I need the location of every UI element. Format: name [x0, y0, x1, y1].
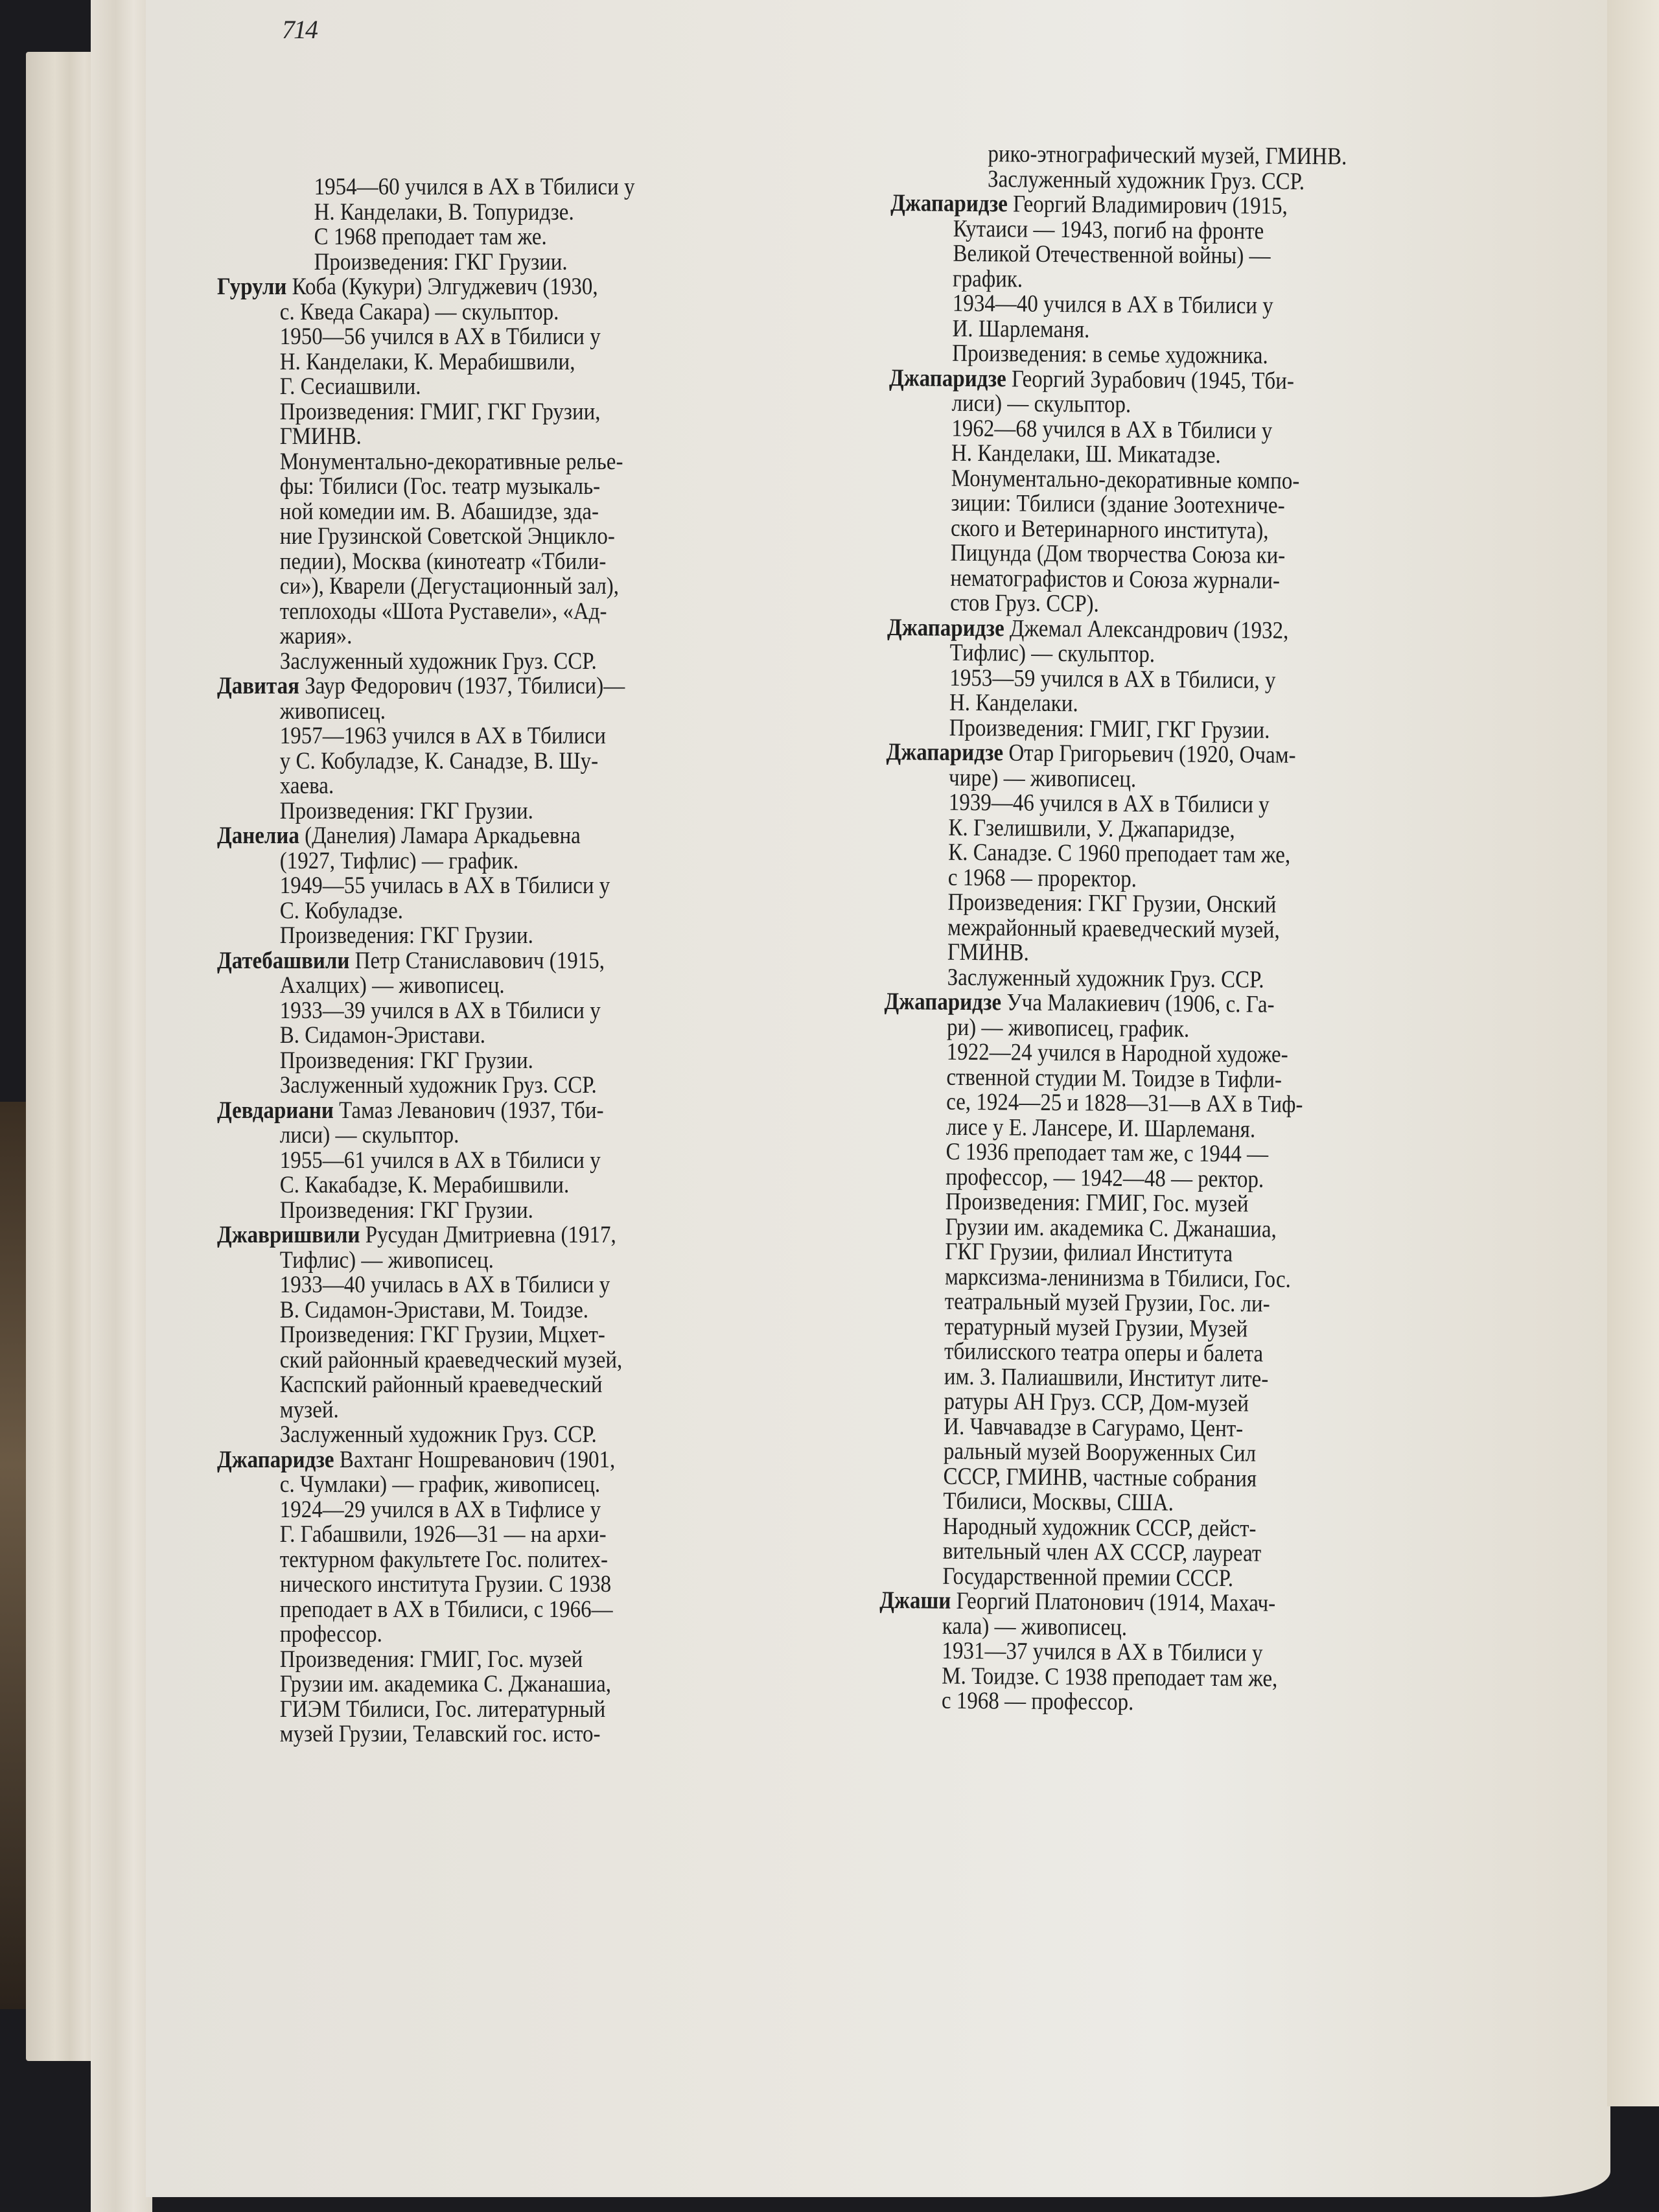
text-line: Произведения: ГКГ Грузии, Мцхет-	[279, 1321, 605, 1348]
text-line: Грузии им. академика С. Джанашиа,	[279, 1671, 611, 1697]
right-column	[879, 141, 1513, 1718]
entry-surname: Джапаридзе	[887, 614, 1004, 642]
text-line: с 1968 — профессор.	[941, 1687, 1134, 1716]
continued-entry	[890, 141, 1513, 196]
entry-name-dates: Джемал Александрович (1932,	[1009, 614, 1289, 644]
text-line: Произведения: ГМИГ, ГКГ Грузии,	[279, 398, 601, 425]
biography-entry	[879, 990, 1506, 1594]
entry-name-dates: Русудан Дмитриевна (1917,	[365, 1222, 616, 1248]
text-line: М. Тоидзе. С 1938 преподает там же,	[942, 1662, 1278, 1692]
text-line: лисе у Е. Лансере, И. Шарлеманя.	[946, 1113, 1256, 1143]
entry-surname: Джаши	[879, 1587, 951, 1614]
text-line: нематографистов и Союза журнали-	[950, 565, 1281, 594]
text-line: фы: Тбилиси (Гос. театр музыкаль-	[279, 473, 601, 500]
text-line: 1953—59 учился в АХ в Тбилиси, у	[949, 664, 1276, 694]
entry-name-dates: Уча Малакиевич (1906, с. Га-	[1006, 989, 1275, 1018]
text-line: с. Кведа Сакара) — скульптор.	[279, 298, 559, 325]
text-line: Произведения: ГКГ Грузии.	[279, 797, 533, 824]
text-line: Тбилиси, Москвы, США.	[943, 1487, 1174, 1517]
text-line: И. Шарлеманя.	[952, 315, 1090, 343]
text-line: ной комедии им. В. Абашидзе, зда-	[279, 498, 599, 525]
entry-surname: Данелиа	[217, 822, 299, 849]
text-line: Произведения: ГКГ Грузии.	[279, 1047, 533, 1074]
entry-surname: Гурули	[217, 274, 287, 300]
text-line: Произведения: в семье художника.	[952, 340, 1268, 369]
entry-heading-line	[217, 1223, 773, 1248]
text-line: Н. Канделаки, В. Топуридзе.	[314, 198, 574, 226]
entry-surname: Джапаридзе	[890, 189, 1008, 218]
text-line: у С. Кобуладзе, К. Санадзе, В. Шу-	[279, 747, 599, 774]
text-line: жария».	[279, 623, 353, 649]
text-line: марксизма-ленинизма в Тбилиси, Гос.	[944, 1263, 1292, 1293]
text-line: ственной студии М. Тоидзе в Тифли-	[946, 1064, 1282, 1093]
text-line: Произведения: ГМИГ, ГКГ Грузии.	[949, 714, 1270, 744]
text-line: театральный музей Грузии, Гос. ли-	[944, 1288, 1270, 1318]
text-line: вительный член АХ СССР, лауреат	[942, 1537, 1262, 1567]
text-line: се, 1924—25 и 1828—31—в АХ в Тиф-	[946, 1088, 1303, 1119]
text-line: с 1968 — проректор.	[947, 864, 1137, 892]
entry-name-dates: Георгий Владимирович (1915,	[1012, 191, 1288, 220]
text-line: лиси) — скульптор.	[279, 1122, 459, 1148]
biography-entry	[879, 1589, 1502, 1718]
text-line: Каспский районный краеведческий	[279, 1371, 603, 1398]
entry-surname: Датебашвили	[217, 947, 350, 974]
text-line: С. Кобуладзе.	[279, 897, 404, 924]
text-line: 1933—39 учился в АХ в Тбилиси у	[279, 997, 601, 1024]
text-line: си»), Кварели (Дегустационный зал),	[279, 573, 620, 600]
biography-entry	[217, 275, 849, 674]
biography-entry	[217, 1099, 849, 1224]
text-line: тбилисского театра оперы и балета	[944, 1338, 1264, 1368]
entry-heading-line	[217, 275, 773, 300]
underlying-page	[91, 0, 152, 2212]
text-line: ГИЭМ Тбилиси, Гос. литературный	[279, 1695, 606, 1723]
entry-name-dates: Тамаз Леванович (1937, Тби-	[339, 1097, 604, 1124]
text-line: кала) — живописец.	[942, 1612, 1128, 1641]
text-line: стов Груз. ССР).	[950, 589, 1100, 618]
text-line: ри) — живописец, график.	[946, 1014, 1190, 1043]
text-line: Н. Канделаки, К. Мерабишвили,	[279, 348, 575, 375]
text-line: 1924—29 учился в АХ в Тифлисе у	[279, 1496, 601, 1523]
text-line: Ахалцих) — живописец.	[279, 972, 505, 999]
text-line: педии), Москва (кинотеатр «Тбили-	[279, 548, 607, 575]
text-line: Великой Отечественной войны) —	[953, 240, 1271, 270]
text-line: Монументально-декоративные компо-	[951, 465, 1300, 495]
text-line: К. Гзелишвили, У. Джапаридзе,	[948, 814, 1235, 843]
text-line: 1957—1963 учился в АХ в Тбилиси	[279, 723, 606, 749]
text-line: 1939—46 учился в АХ в Тбилиси у	[948, 789, 1270, 819]
entry-name-dates: Вахтанг Ношреванович (1901,	[339, 1446, 616, 1473]
text-line: В. Сидамон-Эристави.	[279, 1022, 486, 1049]
text-line: профессор.	[279, 1621, 382, 1647]
text-line: Государственной премии СССР.	[942, 1563, 1234, 1592]
text-line: С 1936 преподает там же, с 1944 —	[946, 1138, 1269, 1168]
text-line: преподает в АХ в Тбилиси, с 1966—	[279, 1596, 613, 1623]
text-line: Заслуженный художник Груз. ССР.	[279, 1072, 597, 1099]
text-line: 1931—37 учился в АХ в Тбилиси у	[942, 1637, 1263, 1667]
text-line: тературный музей Грузии, Музей	[944, 1313, 1248, 1342]
text-line: (1927, Тифлис) — график.	[279, 847, 519, 874]
text-line: межрайонный краеведческий музей,	[947, 914, 1280, 944]
entry-heading-line	[217, 674, 773, 699]
entry-surname: Джапаридзе	[886, 738, 1004, 767]
entry-name-dates: Коба (Кукури) Элгуджевич (1930,	[292, 274, 598, 300]
entry-surname: Джапаридзе	[888, 364, 1006, 392]
text-line: Произведения: ГКГ Грузии, Онский	[947, 889, 1277, 918]
text-line: 1934—40 учился в АХ в Тбилиси у	[952, 290, 1273, 320]
text-line: ратуры АН Груз. ССР, Дом-музей	[944, 1388, 1249, 1417]
text-line: К. Санадзе. С 1960 преподает там же,	[948, 839, 1291, 868]
text-line: зиции: Тбилиси (здание Зоотехниче-	[951, 489, 1285, 519]
text-line: Заслуженный художник Груз. ССР.	[987, 165, 1305, 195]
biography-entry	[217, 1448, 849, 1747]
left-column	[217, 175, 849, 1747]
text-line: Произведения: ГКГ Грузии.	[279, 1196, 533, 1224]
entry-name-dates: Георгий Платонович (1914, Махач-	[956, 1587, 1276, 1617]
text-line: Произведения: ГМИГ, Гос. музей	[945, 1188, 1249, 1218]
text-line: Тифлис) — живописец.	[279, 1246, 494, 1274]
text-line: Кутаиси — 1943, погиб на фронте	[953, 215, 1264, 245]
text-line: Г. Габашвили, 1926—31 — на архи-	[279, 1521, 607, 1548]
text-line: Н. Канделаки, Ш. Микатадзе.	[951, 439, 1221, 469]
text-line: Пицунда (Дом творчества Союза ки-	[950, 539, 1286, 569]
text-line: Народный художник СССР, дейст-	[942, 1513, 1257, 1542]
text-line: профессор, — 1942—48 — ректор.	[946, 1163, 1264, 1193]
entry-heading-line	[217, 1099, 773, 1124]
text-line: И. Чавчавадзе в Сагурамо, Цент-	[944, 1413, 1244, 1442]
text-line: живописец.	[279, 697, 386, 725]
text-line: Грузии им. академика С. Джанашиа,	[945, 1213, 1277, 1243]
text-line: С. Какабадзе, К. Мерабишвили.	[279, 1172, 570, 1198]
text-line: музей Грузии, Телавский гос. исто-	[279, 1721, 601, 1747]
entry-heading-line	[217, 949, 773, 974]
text-line: Заслуженный художник Груз. ССР.	[279, 647, 597, 675]
entry-heading-line	[217, 1448, 773, 1473]
text-line: график.	[952, 265, 1023, 293]
entry-name-dates: Заур Федорович (1937, Тбилиси)—	[305, 673, 625, 699]
entry-surname: Джапаридзе	[217, 1446, 334, 1473]
text-line: Н. Канделаки.	[949, 689, 1078, 717]
text-line: 1955—61 учился в АХ в Тбилиси у	[279, 1147, 601, 1174]
text-line: ГМИНВ.	[947, 938, 1030, 966]
text-line: СССР, ГМИНВ, частные собрания	[943, 1463, 1257, 1492]
entry-name-dates: Отар Григорьевич (1920, Очам-	[1008, 739, 1296, 769]
text-line: С 1968 преподает там же.	[314, 224, 547, 250]
text-line: 1949—55 училась в АХ в Тбилиси у	[279, 872, 610, 899]
biography-entry	[885, 740, 1509, 995]
page-number: 714	[282, 15, 317, 44]
book-spine	[0, 1102, 26, 2009]
text-line: Г. Сесиашвили.	[279, 373, 421, 400]
text-line: Произведения: ГМИГ, Гос. музей	[279, 1646, 583, 1673]
text-line: ского и Ветеринарного института),	[950, 515, 1269, 544]
text-line: Заслуженный художник Груз. ССР.	[947, 964, 1264, 994]
continued-entry	[217, 175, 849, 275]
text-line: Заслуженный художник Груз. ССР.	[279, 1421, 597, 1448]
text-line: 1922—24 учился в Народной художе-	[946, 1038, 1288, 1068]
entry-surname: Девдариани	[217, 1097, 334, 1124]
text-line: 1954—60 учился в АХ в Тбилиси у	[314, 174, 635, 200]
biography-entry	[217, 674, 849, 824]
text-line: им. З. Палиашвили, Институт лите-	[944, 1363, 1269, 1393]
text-line: музей.	[279, 1396, 339, 1423]
text-line: ГМИНВ.	[279, 423, 362, 450]
text-line: хаева.	[279, 773, 334, 799]
text-line: лиси) — скульптор.	[951, 390, 1131, 418]
text-line: 1933—40 училась в АХ в Тбилиси у	[279, 1272, 610, 1298]
text-line: ГКГ Грузии, филиал Института	[945, 1238, 1233, 1268]
facing-page-edge	[1607, 0, 1659, 2106]
text-line: теплоходы «Шота Руставели», «Ад-	[279, 598, 607, 625]
text-line: Произведения: ГКГ Грузии.	[314, 248, 568, 275]
biography-entry	[887, 366, 1511, 620]
text-line: тектурном факультете Гос. политех-	[279, 1546, 609, 1573]
text-line: Монументально-декоративные релье-	[279, 448, 623, 475]
entry-heading-line	[217, 824, 773, 849]
text-line: нического института Грузии. С 1938	[279, 1571, 612, 1598]
text-line: Произведения: ГКГ Грузии.	[279, 922, 533, 949]
text-line: 1950—56 учился в АХ в Тбилиси у	[279, 323, 601, 350]
text-line: чире) — живописец.	[948, 764, 1137, 793]
biography-entry	[887, 615, 1509, 745]
entry-surname: Джавришвили	[217, 1222, 360, 1248]
entry-name-dates: Петр Станиславович (1915,	[354, 947, 605, 974]
text-line: рико-этнографический музей, ГМИНВ.	[988, 141, 1347, 170]
text-line: В. Сидамон-Эристави, М. Тоидзе.	[279, 1296, 589, 1323]
biography-entry	[217, 1223, 849, 1448]
text-line: ский районный краеведческий музей,	[279, 1346, 623, 1373]
biography-entry	[217, 949, 849, 1099]
biography-entry	[217, 824, 849, 949]
biography-entry	[889, 191, 1513, 371]
entry-surname: Джапаридзе	[884, 988, 1002, 1016]
text-line: Тифлис) — скульптор.	[949, 639, 1155, 668]
entry-name-dates: Георгий Зурабович (1945, Тби-	[1011, 365, 1295, 395]
entry-name-dates: (Данелия) Ламара Аркадьевна	[305, 822, 581, 849]
text-line: с. Чумлаки) — график, живописец.	[279, 1471, 601, 1498]
text-line: ральный музей Вооруженных Сил	[943, 1438, 1257, 1467]
entry-surname: Давитая	[217, 673, 300, 699]
text-line: ние Грузинской Советской Энцикло-	[279, 523, 615, 550]
text-line: 1962—68 учился в АХ в Тбилиси у	[951, 415, 1273, 445]
